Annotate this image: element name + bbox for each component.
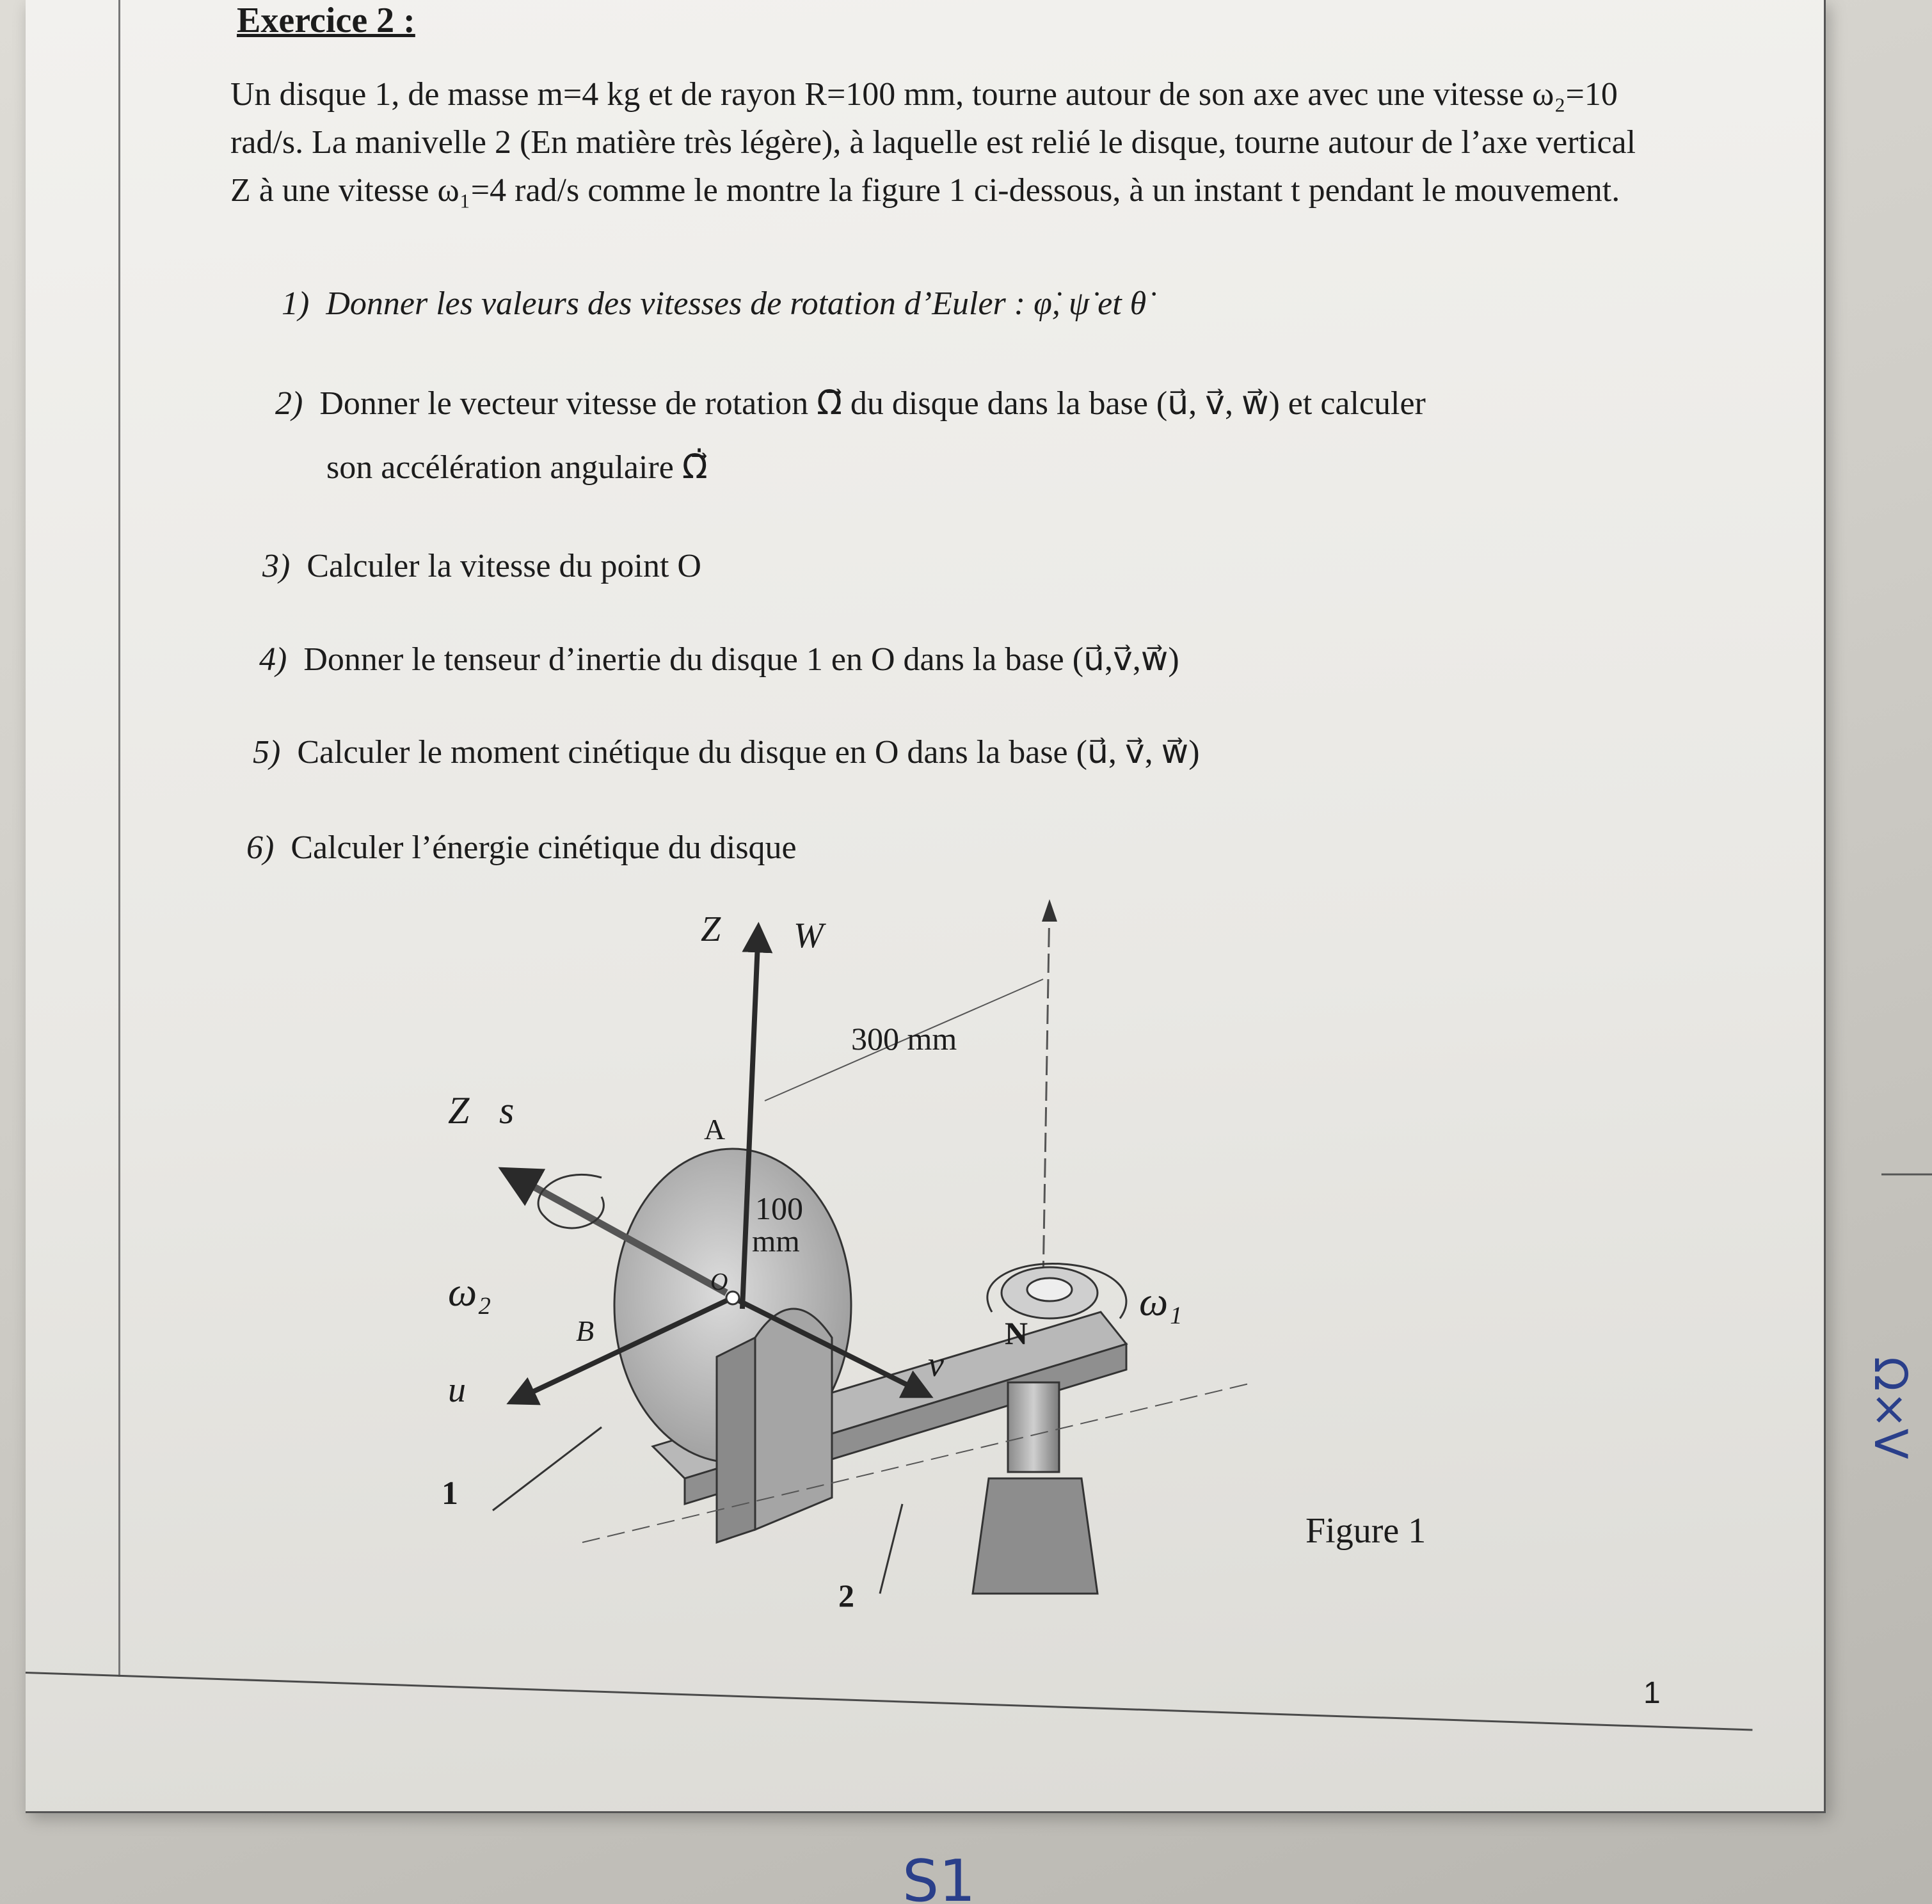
label-n: N: [1005, 1315, 1028, 1351]
question-text: Calculer l’énergie cinétique du disque: [291, 829, 797, 866]
question-2-continuation: son accélération angulaire Ω⃗̇: [326, 449, 708, 486]
question-text: Calculer le moment cinétique du disque en O dans la base (u⃗, v⃗, w⃗): [297, 734, 1200, 771]
label-w: W⃗: [794, 916, 852, 956]
question-number: 5): [253, 734, 281, 771]
question-text: Donner le tenseur d’inertie du disque 1 en O dans la base (u⃗,v⃗,w⃗): [303, 641, 1179, 678]
label-zs: Z⃗s: [448, 1089, 515, 1132]
label-part-1: 1: [442, 1475, 458, 1512]
label-z: Z⃗: [701, 909, 749, 949]
label-omega1: ω₁: [1139, 1279, 1183, 1324]
handwritten-margin-note: Ω×V: [1864, 1357, 1917, 1460]
question-text: Donner le vecteur vitesse de rotation Ω⃗ du disque dans la base (u⃗, v⃗, w⃗) et calculer: [319, 385, 1426, 422]
page-number: 1: [1643, 1676, 1661, 1710]
label-300mm: 300 mm: [851, 1021, 957, 1057]
question-text: Donner les valeurs des vitesses de rotation d’Euler : φ̇, ψ̇ et θ̇: [326, 285, 1147, 322]
label-part-2: 2: [838, 1578, 854, 1613]
label-100-unit: mm: [752, 1224, 800, 1258]
label-b: B: [576, 1315, 595, 1347]
question-number: 1): [282, 285, 310, 322]
exercise-title: Exercice 2 :: [237, 1, 415, 40]
handwritten-bottom-note: S1: [902, 1848, 976, 1904]
label-a: A: [704, 1113, 726, 1146]
exercise-intro: Un disque 1, de masse m=4 kg et de rayon R=100 mm, tourne autour de son axe avec une vitesse ω₂=10 rad/s. La manivelle 2 (En matière très légère), à laquelle est relié le disque, tourne autour de l’axe vertical Z à une vitesse ω₁=4 rad/s comme le montre la figure 1 ci-dessous, à un instant t pendant le mouvement.: [230, 76, 1636, 209]
label-v: v⃗: [928, 1345, 972, 1384]
question-text: Calculer la vitesse du point O: [307, 548, 701, 584]
label-100: 100: [755, 1190, 803, 1226]
question-number: 3): [262, 548, 291, 584]
question-number: 6): [246, 829, 275, 866]
label-u: u⃗: [448, 1370, 494, 1410]
label-o: O: [710, 1268, 728, 1295]
figure-caption: Figure 1: [1305, 1511, 1426, 1551]
question-number: 2): [275, 385, 303, 422]
question-number: 4): [259, 641, 287, 678]
label-omega2: ω₂: [448, 1269, 491, 1315]
